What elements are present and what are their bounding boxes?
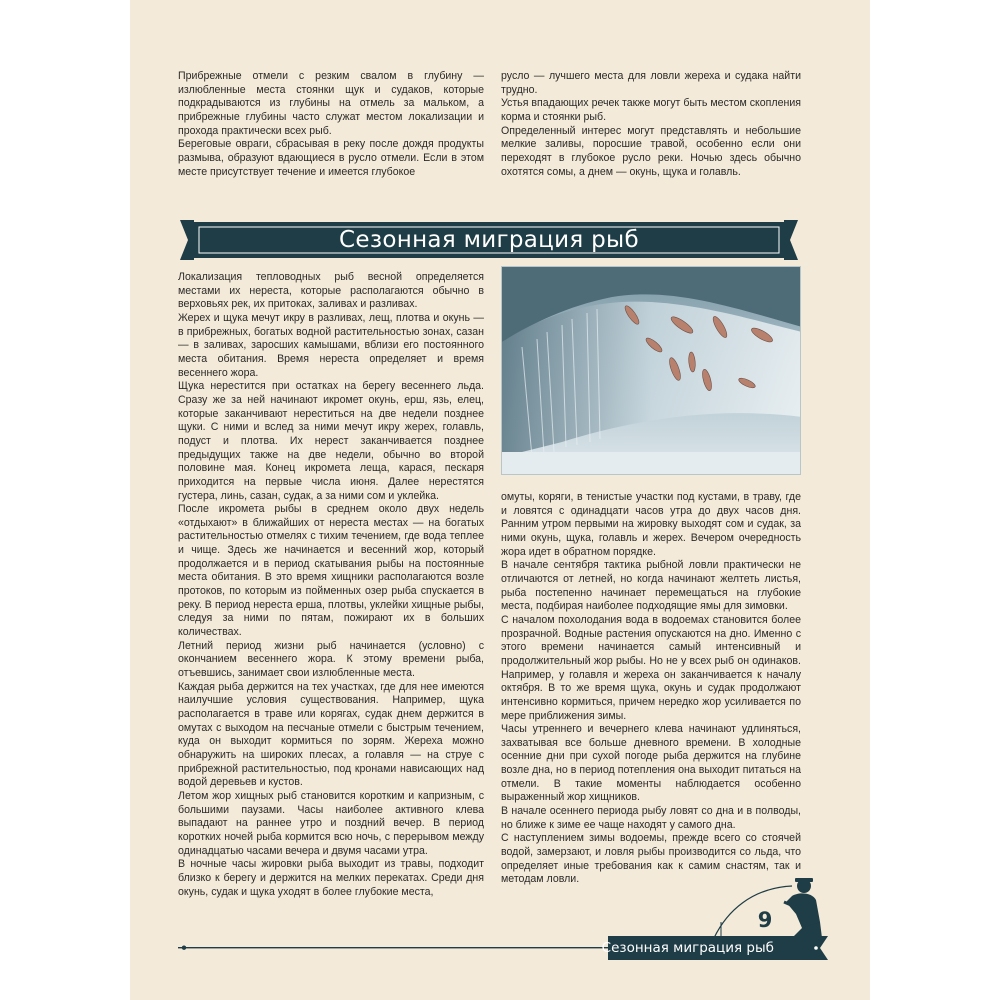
section-title: Сезонная миграция рыб [339, 227, 639, 253]
paragraph: русло — лучшего места для ловли жереха и судака найти трудно. [501, 70, 801, 96]
paragraph: Часы утреннего и вечернего клева начинают удлиняться, захватывая все больше дневного времени. В холодные осенние дни при сухой погоде рыба держится на глубине возле дна, но в период потепления она выходит питаться на отмели. В такие моменты наблюдается особенно выраженный жор хищников. [501, 723, 801, 804]
paragraph: Жерех и щука мечут икру в разливах, лещ, плотва и окунь — в прибрежных, богатых водной растительностью зонах, сазан — в заливах, заросших камышами, вблизи его постоянного места обитания. Время нереста определяет и время весеннего жора. [178, 311, 484, 379]
paragraph: С началом похолодания вода в водоемах становится более прозрачной. Водные растения опускаются на дно. Именно с этого времени начинается самый интенсивный и продолжительный жор рыбы. Но не у всех рыб он одинаков. Например, у голавля и жереха он заканчивается к началу октября. В то же время щука, окунь и судак продолжают интенсивно кормиться, причем нередко жор усиливается по мере приближения зимы. [501, 613, 801, 722]
paragraph: В начале сентября тактика рыбной ловли практически не отличаются от летней, но когда начинают желтеть листья, рыба постепенно начинает перемещаться на глубокие места, подбирая наиболее подходящие ямы для зимовки. [501, 559, 801, 613]
page-number: 9 [757, 908, 773, 932]
section-banner [178, 216, 800, 266]
paragraph: Летний период жизни рыб начинается (условно) с окончанием весеннего жора. К этому времени рыба, отъевшись, занимает свои излюбленные места. [178, 639, 484, 680]
paragraph: Локализация тепловодных рыб весной определяется местами их нереста, которые располагаются обычно в верховьях рек, их притоках, заливах и разливах. [178, 271, 484, 311]
paragraph: В ночные часы жировки рыба выходит из травы, подходит близко к берегу и держится на мелких перекатах. Среди дня окунь, судак и щука уходят в более глубокие места, [178, 858, 484, 898]
paragraph: Устья впадающих речек также могут быть местом скопления корма и стоянки рыб. [501, 97, 801, 123]
main-right-column [501, 491, 801, 887]
paragraph: Щука нерестится при остатках на берегу весеннего льда. Сразу же за ней начинают икромет окунь, ерш, язь, елец, которые заканчивают нереститься на две недели позднее щуки. С ними и вслед за ними мечут икру жерех, голавль, подуст и плотва. Их нерест заканчивается позднее предыдущих также на две недели, обычно во второй половине мая. Конец икромета леща, карася, пескаря приходится на первые числа июня. Далее нерестятся густера, линь, сазан, судак, а за ними сом и уклейка. [178, 380, 484, 502]
paragraph: После икромета рыбы в среднем около двух недель «отдыхают» в ближайших от нереста местах — на богатых растительностью отмелях с тихим течением, где вода теплее и чище. Здесь же начинается и весенний жор, который продолжается и в период скатывания рыбы на постоянные места обитания. В это время хищники располагаются возле протоков, по которым из пойменных озер рыба спускается в реку. В период нереста ерша, плотвы, уклейки хищные рыбы, следуя за ними по пятам, пожирают их в больших количествах. [178, 503, 484, 639]
paragraph: Прибрежные отмели с резким свалом в глубину — излюбленные места стоянки щук и судаков, которые подкрадываются из глубины на отмель за мальком, а прибрежные глубины часто служат местом локализации и прохода практически всех рыб. [178, 70, 484, 137]
footer-section-title: Сезонная миграция рыб [601, 940, 774, 956]
paragraph: Летом жор хищных рыб становится коротким и капризным, с большими паузами. Часы наиболее активного клева выпадают на раннее утро и поздний вечер. В период коротких ночей рыба кормится всю ночь, с перерывом между одинадцатью часами вечера и двумя часами утра. [178, 789, 484, 857]
paragraph: Каждая рыба держится на тех участках, где для нее имеются наилучшие условия существования. Например, щука располагается в траве или корягах, судак днем держится в омутах с выходом на песчаные отмели с быстрым течением, куда он выходит кормиться по зорям. Жереха можно обнаружить на широких плесах, а голавля — на струе с прибрежной растительностью, под кронами нависающих над водой деревьев и кустов. [178, 680, 484, 789]
paragraph: В начале осеннего периода рыбу ловят со дна и в полводы, но ближе к зиме ее чаще находят у самого дна. [501, 805, 801, 831]
paragraph: Береговые овраги, сбрасывая в реку после дождя продукты размыва, образуют вдающиеся в русло отмели. Если в этом месте присутствует течение и имеется глубокое [178, 138, 484, 178]
paragraph: омуты, коряги, в тенистые участки под кустами, в траву, где и ловятся с одинадцати часов утра до двух часов дня. Ранним утром первыми на жировку выходят сом и судак, за ними окунь, щука, голавль и жерех. Вечером очередность жора идет в обратном порядке. [501, 491, 801, 558]
top-left-column [178, 70, 484, 179]
salmon-waterfall-photo [501, 266, 801, 475]
paragraph: С наступлением зимы водоемы, прежде всего со стоячей водой, замерзают, и ловля рыбы производится со льда, что определяет иные требования как к самим снастям, так и методам ловли. [501, 832, 801, 886]
paragraph: Определенный интерес могут представлять и небольшие мелкие заливы, поросшие травой, особенно если они переходят в глубокое русло реки. Ночью здесь обычно охотятся сомы, а днем — окунь, щука и голавль. [501, 124, 801, 178]
footer-bar [178, 936, 828, 960]
main-left-column [178, 271, 484, 899]
top-right-column [501, 70, 801, 179]
